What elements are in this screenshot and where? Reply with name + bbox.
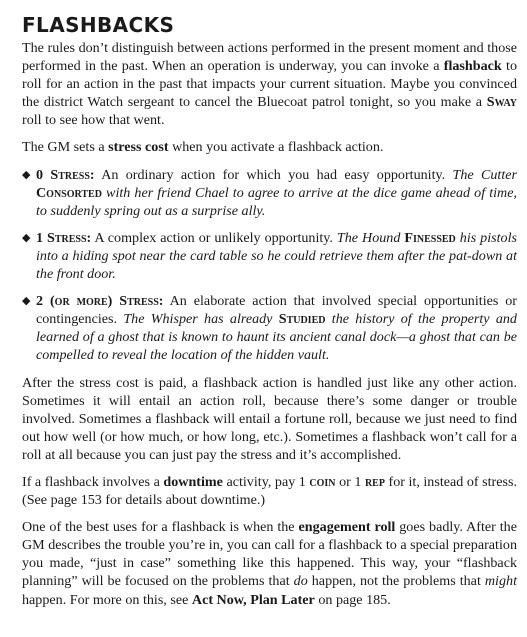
intro-paragraph xyxy=(22,39,517,129)
example-part-2: his pistols into a hiding spot near the card table so he could retrieve them after the pat-down at the front door. xyxy=(36,229,517,283)
stress-level-description: An ordinary action for which you had easy opportunity. xyxy=(94,166,453,183)
term-stress-cost: stress cost xyxy=(108,139,169,156)
example-part-1: The Whisper has already xyxy=(123,311,279,328)
example-part-2: the history of the property and learned of a ghost that is known to haunt its ancient canal dock—a ghost that can be compelled to reveal the location of the hidden vault. xyxy=(36,311,517,364)
cross-reference-act-now-plan-later: Act Now, Plan Later xyxy=(191,591,315,608)
engagement-paragraph xyxy=(22,518,517,608)
downtime-text-1: If a flashback involves a xyxy=(22,473,164,490)
section-heading: FLASHBACKS xyxy=(22,13,175,37)
diamond-bullet-icon: ◆ xyxy=(22,295,31,308)
stress-text-1: The GM sets a xyxy=(22,139,109,156)
stress-level-description: A complex action or unlikely opportunity. xyxy=(91,229,337,246)
stress-cost-list xyxy=(22,166,517,365)
stress-level-number: 0 xyxy=(36,166,51,183)
example-part-1: The Cutter xyxy=(452,166,518,183)
intro-text-2: to roll for an action in the past that impacts your current situation. Maybe you convinced the district Watch sergeant to cancel the Bluecoat patrol tonight, so you make a xyxy=(22,58,517,111)
action-study: Studied xyxy=(278,311,326,328)
stress-text-2: when you activate a flashback action. xyxy=(168,139,384,156)
example-part-2: with her friend Chael to agree to arrive at the dice game ahead of time, to suddenly spring out as a surprise ally. xyxy=(36,184,517,219)
after-stress-paragraph: After the stress cost is paid, a flashback action is handled just like any other action. Sometimes it will entail an action roll, because there’s some danger or trouble involved. Sometimes a flashback will entail a fortune roll, because we just need to find out how well (or how much, or how long, etc.). Sometimes a flashback won’t call for a roll at all because you can just pay the stress and it’s accomplished. xyxy=(22,374,517,463)
stress-level-description: An elaborate action that involved special opportunities or contingencies. xyxy=(36,293,517,328)
engagement-text-1: One of the best uses for a flashback is when the xyxy=(22,519,299,536)
example-part-1: The Hound xyxy=(336,229,405,246)
list-item xyxy=(22,229,517,283)
downtime-paragraph xyxy=(22,473,517,509)
stress-level-label: (or more) Stress: xyxy=(49,293,164,310)
downtime-text-4: for it, instead of stress. (See page 153 for details about downtime.) xyxy=(22,473,517,509)
term-coin: coin xyxy=(309,473,336,490)
diamond-bullet-icon: ◆ xyxy=(22,231,31,244)
intro-text-1: The rules don’t distinguish between actions performed in the present moment and those performed in the past. When an operation is underway, you can invoke a xyxy=(22,40,517,75)
downtime-text-2: activity, pay 1 xyxy=(222,473,310,490)
term-rep: rep xyxy=(364,473,385,490)
emphasis-might: might xyxy=(484,573,517,590)
action-finesse: Finessed xyxy=(404,229,456,246)
diamond-bullet-icon: ◆ xyxy=(22,168,31,181)
stress-level-label: Stress: xyxy=(50,166,95,183)
engagement-text-4: happen. For more on this, see xyxy=(22,591,192,608)
downtime-text-3: or 1 xyxy=(335,473,365,490)
term-engagement-roll: engagement roll xyxy=(298,519,396,536)
engagement-text-5: on page 185. xyxy=(314,591,391,608)
action-sway: Sway xyxy=(486,94,517,111)
stress-level-label: Stress: xyxy=(47,229,92,246)
list-item xyxy=(22,166,517,220)
intro-text-3: roll to see how that went. xyxy=(22,112,165,129)
engagement-text-3: happen, not the problems that xyxy=(307,573,485,590)
action-consort: Consorted xyxy=(36,184,102,201)
term-flashback: flashback xyxy=(443,58,502,75)
term-downtime: downtime xyxy=(163,473,223,490)
emphasis-do: do xyxy=(293,573,308,590)
list-item xyxy=(22,292,517,364)
stress-level-number: 2 xyxy=(36,293,50,310)
engagement-text-2: goes badly. After the GM describes the trouble you’re in, you can call for a flashback to a special preparation you made, “just in case” something like this happened. This way, your “flashback planning” will be focused on the problems that xyxy=(22,519,517,590)
stress-level-number: 1 xyxy=(36,229,48,246)
stress-cost-paragraph xyxy=(22,138,517,156)
